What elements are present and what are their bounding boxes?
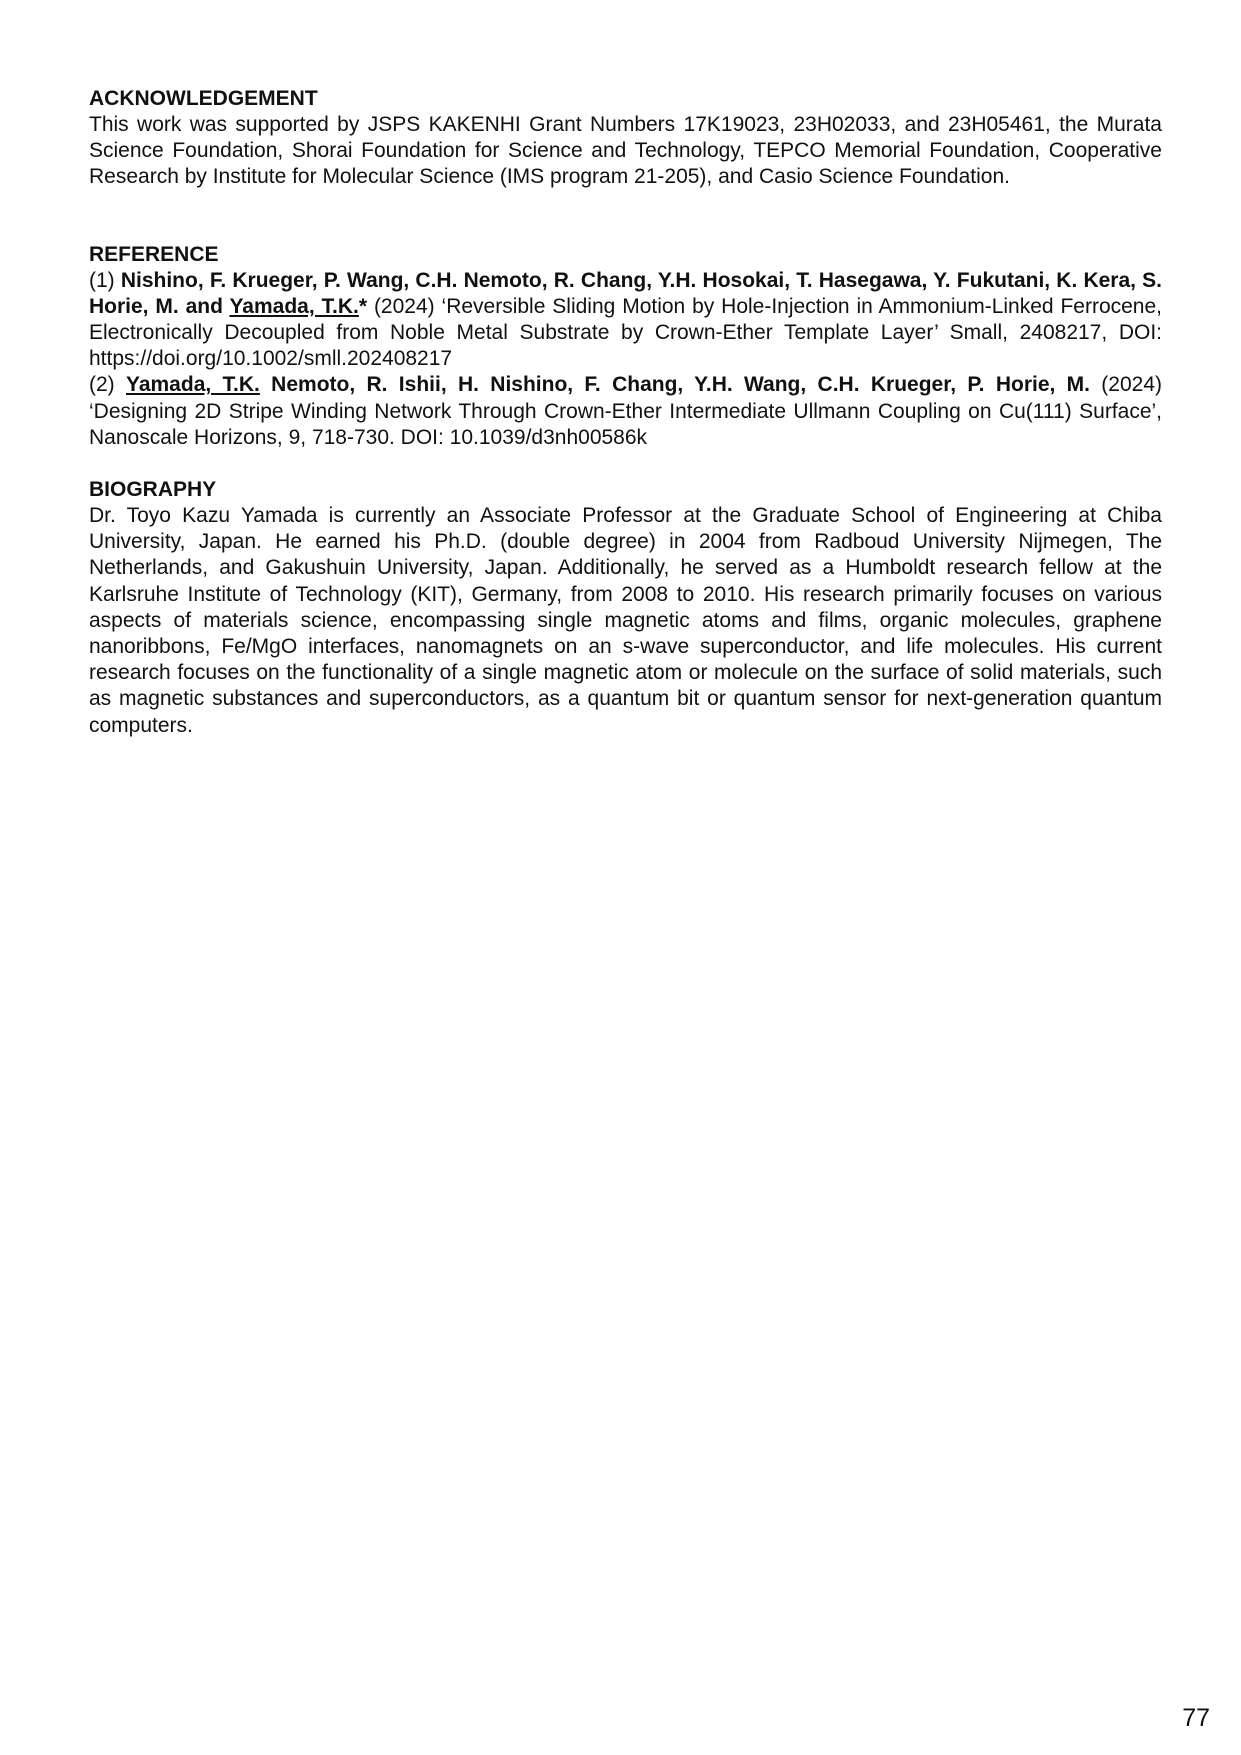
reference-author-highlight: Yamada, T.K.: [229, 294, 359, 318]
reference-authors: Nishino, F. Krueger, P. Wang, C.H. Nemoto, R. Chang, Y.H. Hosokai, T. Hasegawa, Y. Fukutani, K. Kera, S. Horie, M. and: [89, 268, 1163, 318]
page-number: 77: [1182, 1704, 1210, 1732]
biography-heading: BIOGRAPHY: [89, 478, 217, 502]
reference-item-1: [89, 268, 1162, 373]
acknowledgement-text: This work was supported by JSPS KAKENHI Grant Numbers 17K19023, 23H02033, and 23H05461, the Murata Science Foundation, Shorai Foundation for Science and Technology, TEPCO Memorial Foundation, Cooperative Research by Institute for Molecular Science (IMS program 21-205), and Casio Science Foundation.: [89, 113, 1162, 189]
reference-author-highlight: Yamada, T.K.: [125, 373, 260, 397]
corresponding-author-mark: *: [358, 294, 368, 318]
acknowledgement-section: [89, 86, 1162, 191]
acknowledgement-heading: ACKNOWLEDGEMENT: [89, 87, 318, 110]
reference-section: [89, 242, 1162, 451]
reference-details: (2024) ‘Designing 2D Stripe Winding Network Through Crown-Ether Intermediate Ullmann Coupling on Cu(111) Surface’, Nanoscale Horizons, 9, 718-730. DOI: 10.1039/d3nh00586k: [89, 373, 1163, 449]
reference-number: (1): [89, 268, 121, 292]
reference-authors: Nemoto, R. Ishii, H. Nishino, F. Chang, Y.H. Wang, C.H. Krueger, P. Horie, M.: [259, 373, 1090, 397]
biography-section: [89, 477, 1162, 739]
biography-text: Dr. Toyo Kazu Yamada is currently an Associate Professor at the Graduate School of Engineering at Chiba University, Japan. He earned his Ph.D. (double degree) in 2004 from Radboud University Nijmegen, The Netherlands, and Gakushuin University, Japan. Additionally, he served as a Humboldt research fellow at the Karlsruhe Institute of Technology (KIT), Germany, from 2008 to 2010. His research primarily focuses on various aspects of materials science, encompassing single magnetic atoms and films, organic molecules, graphene nanoribbons, Fe/MgO interfaces, nanomagnets on an s-wave superconductor, and life molecules. His current research focuses on the functionality of a single magnetic atom or molecule on the surface of solid materials, such as magnetic substances and superconductors, as a quantum bit or quantum sensor for next-generation quantum computers.: [89, 504, 1162, 737]
reference-item-2: [89, 372, 1162, 451]
reference-number: (2): [89, 373, 126, 397]
reference-details: (2024) ‘Reversible Sliding Motion by Hole-Injection in Ammonium-Linked Ferrocene, Electronically Decoupled from Noble Metal Substrate by Crown-Ether Template Layer’ Small, 2408217, DOI: https://doi.org/10.1002/smll.202408217: [89, 294, 1162, 371]
page-content: [89, 86, 1162, 739]
reference-heading: REFERENCE: [89, 242, 219, 266]
